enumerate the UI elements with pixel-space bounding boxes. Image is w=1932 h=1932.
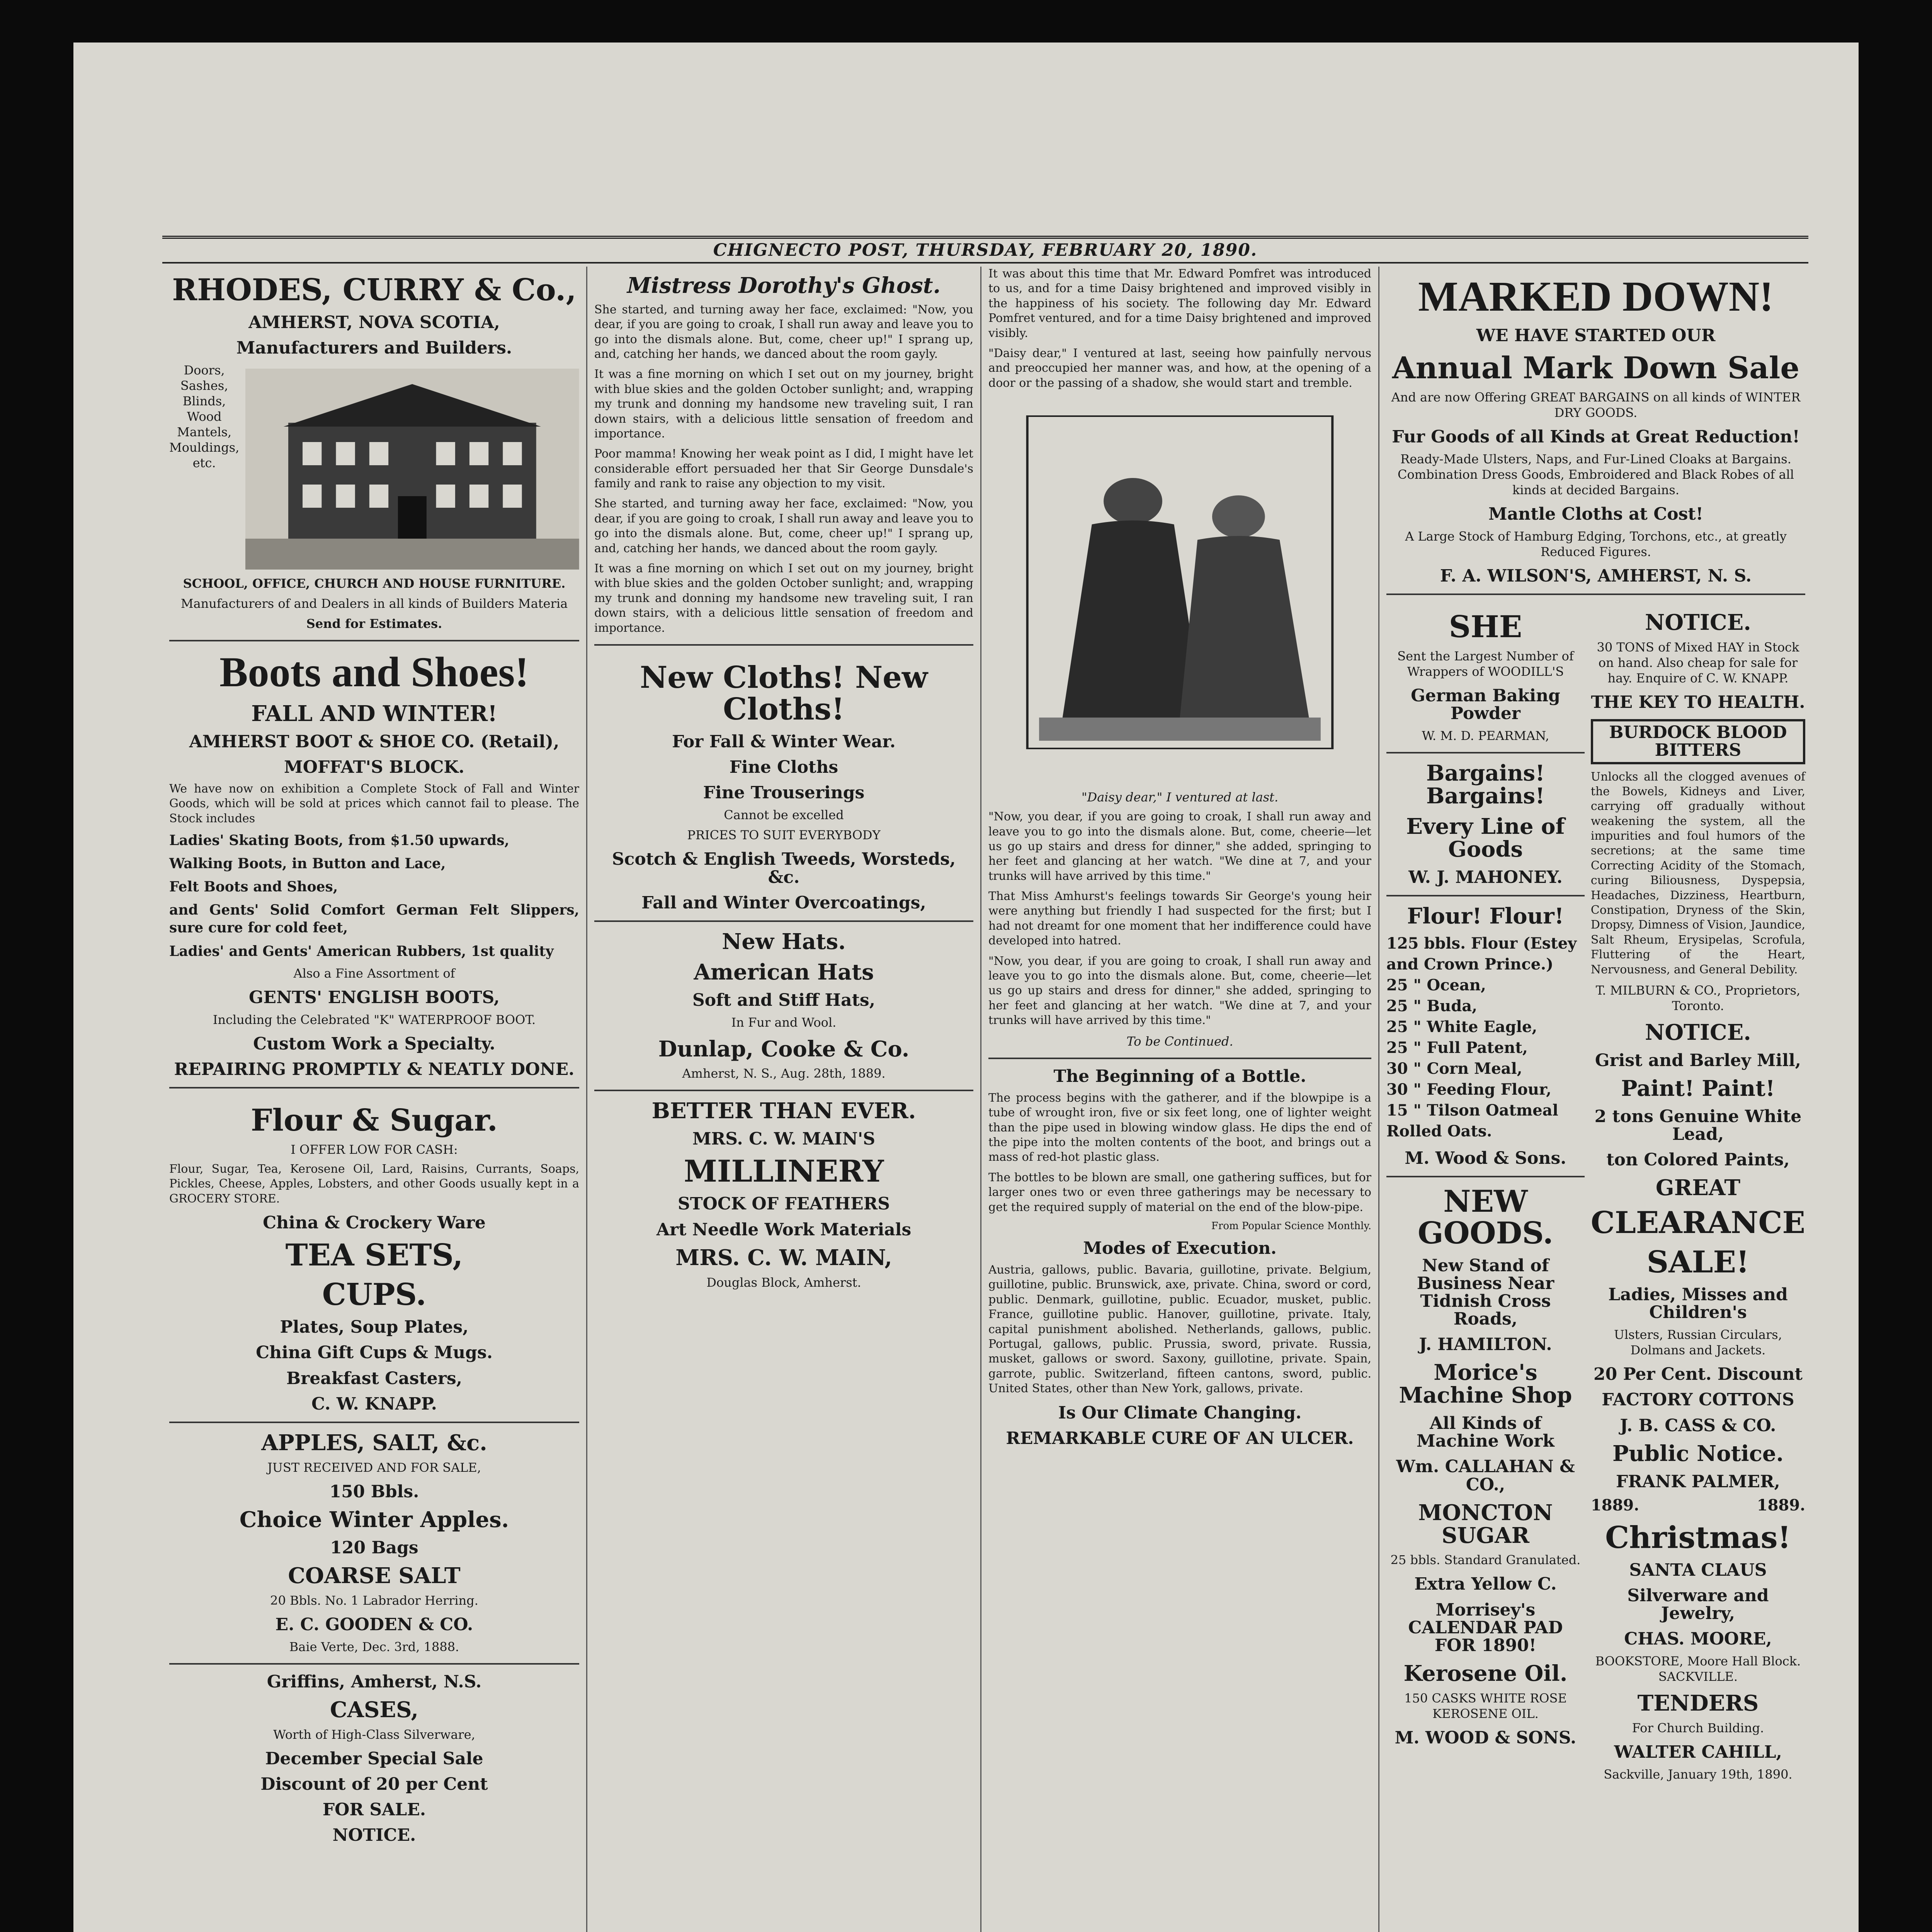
marked-down: MARKED DOWN! <box>1418 273 1774 320</box>
rhodes-furniture: SCHOOL, OFFICE, CHURCH AND HOUSE FURNITURE. <box>183 576 566 591</box>
griffins: Griffins, Amherst, N.S. <box>267 1672 482 1692</box>
boots-company: AMHERST BOOT & SHOE CO. (Retail), <box>189 731 560 752</box>
notice-2: NOTICE. <box>1645 1019 1751 1045</box>
ulsters: Ready-Made Ulsters, Naps, and Fur-Lined Cloaks at Bargains. Combination Dress Goods, Embroidered and Black Robes of all kinds at decided Bargains. <box>1397 451 1794 497</box>
rhodes-location: AMHERST, NOVA SCOTIA, <box>248 312 500 332</box>
flour-item: 125 bbls. Flour (Estey and Crown Prince.) <box>1386 934 1577 973</box>
public-notice: Public Notice. <box>1612 1440 1784 1466</box>
story-c2-p1b: She started, and turning away her face, exclaimed: "Now, you dear, if you are going to croak, I shall run away and leave you to go into the dismals alone. But, come, cheer up!" I sprang up, and, catching her hands, we danced about the room gayly. <box>594 497 973 555</box>
execution-title: Modes of Execution. <box>1083 1238 1277 1258</box>
story-c2-p2: It was a fine morning on which I set out on my journey, bright with blue skies and the golden October sunlight; and, wrapping my trunk and donning my handsome new traveling suit, I ran down stairs, with a delicious little sensation of freedom and importance. <box>594 367 973 440</box>
newspaper-page <box>73 43 1859 1932</box>
morice: Morice's Machine Shop <box>1399 1360 1572 1408</box>
flour-items: Flour, Sugar, Tea, Kerosene Oil, Lard, Raisins, Currants, Soaps, Pickles, Cheese, Apples, Lobsters, and other Goods usually kept in a GROCERY STORE. <box>169 1162 579 1206</box>
flour-item: 30 " Feeding Flour, <box>1386 1080 1552 1099</box>
moncton: MONCTON SUGAR <box>1418 1500 1553 1548</box>
china-title: China & Crockery Ware <box>263 1213 486 1233</box>
morrisey: Morrisey's CALENDAR PAD FOR 1890! <box>1408 1600 1563 1655</box>
notice-c4: NOTICE. <box>1645 610 1751 636</box>
hamilton: J. HAMILTON. <box>1419 1335 1552 1355</box>
twenty-percent: 20 Per Cent. Discount <box>1593 1364 1803 1384</box>
cloths-title: New Cloths! New Cloths! <box>639 660 928 727</box>
boots-line-2: Walking Boots, in Button and Lace, <box>169 855 446 872</box>
story-title: Mistress Dorothy's Ghost. <box>627 273 941 298</box>
plates: Plates, Soup Plates, <box>280 1317 469 1337</box>
cahill: WALTER CAHILL, <box>1614 1742 1782 1762</box>
apples-choice: Choice Winter Apples. <box>239 1507 509 1532</box>
climate-title: Is Our Climate Changing. <box>1058 1403 1302 1423</box>
bottle-source: From Popular Science Monthly. <box>1211 1220 1371 1232</box>
dunlap: Dunlap, Cooke & Co. <box>658 1036 910 1062</box>
cass: J. B. CASS & CO. <box>1620 1415 1776 1435</box>
kerosene: Kerosene Oil. <box>1403 1661 1568 1687</box>
annual-sale: Annual Mark Down Sale <box>1392 350 1799 386</box>
needle-work: Art Needle Work Materials <box>656 1219 912 1240</box>
boots-gents: GENTS' ENGLISH BOOTS, <box>248 987 500 1007</box>
wood-sons-2: M. WOOD & SONS. <box>1395 1728 1577 1748</box>
millinery: MILLINERY <box>684 1154 884 1189</box>
better-than-ever: BETTER THAN EVER. <box>651 1098 916 1124</box>
pearman: W. M. D. PEARMAN, <box>1422 728 1549 743</box>
boots-repair: REPAIRING PROMPTLY & NEATLY DONE. <box>174 1059 575 1079</box>
column-4 <box>1379 267 1812 1932</box>
column-2 <box>587 267 981 1932</box>
tenders: TENDERS <box>1637 1690 1759 1716</box>
american-hats: American Hats <box>694 959 874 985</box>
masthead: CHIGNECTO POST, THURSDAY, FEBRUARY 20, 1890. <box>162 236 1808 264</box>
boots-intro: We have now on exhibition a Complete Stock of Fall and Winter Goods, which will be sold at prices which cannot fail to please. The Stock includes <box>169 782 579 825</box>
moncton-sub: 25 bbls. Standard Granulated. <box>1390 1553 1581 1568</box>
year-left: 1889. <box>1590 1496 1639 1514</box>
fine-trousering: Fine Trouserings <box>703 783 865 803</box>
fur-goods: Fur Goods of all Kinds at Great Reduction! <box>1392 427 1800 447</box>
callahan: Wm. CALLAHAN & CO., <box>1396 1457 1575 1495</box>
cahill-date: Sackville, January 19th, 1890. <box>1604 1767 1793 1782</box>
bottle-p2: The bottles to be blown are small, one gathering suffices, but for larger ones two or even three gatherings may be necessary to get the required supply of material on the end of the blow-pipe. <box>988 1170 1371 1214</box>
boots-line-1: Ladies' Skating Boots, from $1.50 upwards, <box>169 832 510 849</box>
column-1 <box>162 267 587 1932</box>
prices: PRICES TO SUIT EVERYBODY <box>687 828 881 843</box>
boots-block: MOFFAT'S BLOCK. <box>284 757 464 777</box>
rhodes-title: RHODES, CURRY & Co., <box>172 272 577 308</box>
flour-item: 25 " White Eagle, <box>1386 1017 1537 1036</box>
story-c3-p2: "Daisy dear," I ventured at last, seeing how painfully nervous and preoccupied her manner was, and how, at the opening of a door or the passing of a shadow, she would start and tremble. <box>988 346 1371 390</box>
boots-line-4: and Gents' Solid Comfort German Felt Slippers, sure cure for cold feet, <box>169 902 579 936</box>
new-stand: New Stand of Business Near Tidnish Cross Roads, <box>1417 1255 1554 1329</box>
ulsters-circulars: Ulsters, Russian Circulars, Dolmans and Jackets. <box>1614 1327 1782 1358</box>
german-baking: German Baking Powder <box>1411 686 1560 724</box>
for-sale: FOR SALE. <box>322 1800 426 1820</box>
santa: SANTA CLAUS <box>1629 1560 1767 1580</box>
factory-cottons: FACTORY COTTONS <box>1602 1390 1794 1410</box>
story-c2-p2b: It was a fine morning on which I set out on my journey, bright with blue skies and the golden October sunlight; and, wrapping my trunk and donning my handsome new traveling suit, I ran down stairs, with a delicious little sensation of freedom and importance. <box>594 562 973 635</box>
wood-sons: M. Wood & Sons. <box>1405 1148 1566 1168</box>
cloths-sub: For Fall & Winter Wear. <box>672 731 896 752</box>
wilson: F. A. WILSON'S, AMHERST, N. S. <box>1440 566 1752 586</box>
story-c2-p1: She started, and turning away her face, exclaimed: "Now, you dear, if you are going to croak, I shall run away and leave you to go into the dismals alone. But, come, cheer up!" I sprang up, and, catching her hands, we danced about the room gayly. <box>594 303 973 361</box>
apples-bbls: 150 Bbls. <box>329 1481 419 1502</box>
hamburg: A Large Stock of Hamburg Edging, Torchons, etc., at greatly Reduced Figures. <box>1405 529 1787 559</box>
column-3 <box>981 267 1379 1932</box>
white-lead: 2 tons Genuine White Lead, <box>1594 1106 1802 1144</box>
flour-item: 30 " Corn Meal, <box>1386 1059 1522 1078</box>
flour-c4: Flour! Flour! <box>1407 903 1564 929</box>
to-be-continued: To be Continued. <box>1126 1034 1233 1049</box>
fine-cloths: Fine Cloths <box>729 757 838 777</box>
frank-palmer: FRANK PALMER, <box>1616 1471 1780 1492</box>
clearance: CLEARANCE <box>1590 1205 1805 1241</box>
grist: Grist and Barley Mill, <box>1595 1050 1801 1070</box>
gooden-date: Baie Verte, Dec. 3rd, 1888. <box>289 1639 459 1654</box>
main-sign: MRS. C. W. MAIN, <box>675 1245 892 1270</box>
flour-item: 15 " Tilson Oatmeal Rolled Oats. <box>1386 1101 1558 1140</box>
factory-engraving <box>245 369 579 570</box>
tea-sets: TEA SETS, <box>285 1238 463 1273</box>
boots-line-5: Ladies' and Gents' American Rubbers, 1st quality <box>169 943 554 959</box>
boots-also: Also a Fine Assortment of <box>293 966 455 981</box>
christmas: Christmas! <box>1605 1520 1791 1555</box>
rhodes-manufacturers: Manufacturers of and Dealers in all kinds of Builders Materia <box>180 596 568 611</box>
apples-received: JUST RECEIVED AND FOR SALE, <box>267 1460 481 1475</box>
apples-title: APPLES, SALT, &c. <box>261 1430 487 1456</box>
ladies-misses: Ladies, Misses and Children's <box>1608 1284 1788 1323</box>
flour-list <box>1386 933 1585 1142</box>
bottle-p1: The process begins with the gatherer, and if the blowpipe is a tube of wrought iron, five or six feet long, one of lighter weight than the pipe used in blowing window glass. He dips the end of the pipe into the molten contents of the boot, and brings out a mass of red-hot plastic glass. <box>988 1091 1371 1164</box>
year-right: 1889. <box>1757 1496 1805 1514</box>
offering: And are now Offering GREAT BARGAINS on all kinds of WINTER DRY GOODS. <box>1391 389 1801 420</box>
notice-text: 30 TONS of Mixed HAY in Stock on hand. Also cheap for sale for hay. Enquire of C. W. KNAPP. <box>1597 639 1799 685</box>
cases: CASES, <box>330 1697 419 1723</box>
gooden-sign: E. C. GOODEN & CO. <box>275 1614 473 1634</box>
flour-title: Flour & Sugar. <box>251 1103 498 1138</box>
great: GREAT <box>1655 1175 1741 1201</box>
flour-item: 25 " Ocean, <box>1386 976 1486 994</box>
soft-stiff: Soft and Stiff Hats, <box>692 990 876 1010</box>
moore: CHAS. MOORE, <box>1624 1629 1772 1649</box>
flour-item: 25 " Buda, <box>1386 997 1478 1015</box>
salt-bags: 120 Bags <box>330 1537 418 1558</box>
discount: Discount of 20 per Cent <box>260 1774 488 1794</box>
milburn: T. MILBURN & CO., Proprietors, Toronto. <box>1595 983 1801 1013</box>
story-c3-p3: "Now, you dear, if you are going to croak, I shall run away and leave you to go into the dismals alone. But, come, cheerie—let us go up stairs and dress for dinner," she added, springing to her feet and glancing at her watch. "We dine at 7, and your trunks will have arrived by this time." <box>988 810 1371 883</box>
cups: CUPS. <box>322 1277 427 1313</box>
bargains: Bargains! Bargains! <box>1426 760 1545 809</box>
boots-title: Boots and Shoes! <box>219 648 529 696</box>
fur-wool: In Fur and Wool. <box>731 1015 837 1030</box>
story-illustration <box>1004 401 1356 779</box>
boots-custom: Custom Work a Specialty. <box>253 1034 495 1054</box>
cannot-excel: Cannot be excelled <box>724 808 844 823</box>
story-c3-p1: It was about this time that Mr. Edward Pomfret was introduced to us, and for a time Daisy brightened and improved visibly in the happiness of his society. The following day Mr. Edward Pomfret ventured, and for a time Daisy brightened and improved visibly. <box>988 267 1371 340</box>
feathers: STOCK OF FEATHERS <box>677 1194 890 1214</box>
all-kinds: All Kinds of Machine Work <box>1417 1413 1554 1451</box>
salt: COARSE SALT <box>288 1563 461 1588</box>
story-c2-p3: Poor mamma! Knowing her weak point as I did, I might have let considerable effort persuaded her that Sir George Dunsdale's family and rank to raise any objection to my visit. <box>594 447 973 491</box>
boots-waterproof: Including the Celebrated "K" WATERPROOF BOOT. <box>213 1012 536 1027</box>
flour-offer: I OFFER LOW FOR CASH: <box>291 1142 458 1157</box>
casters: Breakfast Casters, <box>286 1368 463 1388</box>
main-block: Douglas Block, Amherst. <box>706 1275 861 1290</box>
rhodes-subtitle: Manufacturers and Builders. <box>236 338 512 358</box>
story-c3-p3b: "Now, you dear, if you are going to croak, I shall run away and leave you to go into the dismals alone. But, come, cheerie—let us go up stairs and dress for dinner," she added, springing to her feet and glancing at her watch. "We dine at 7, and your trunks will have arrived by this time." <box>988 954 1371 1027</box>
scotch: Scotch & English Tweeds, Worsteds, &c. <box>612 849 956 887</box>
burdock-text: Unlocks all the clogged avenues of the Bowels, Kidneys and Liver, carrying off gradually without weakening the system, all the impurities and foul humors of the secretions; at the same time Correcting Acidity of the Stomach, curing Biliousness, Dyspepsia, Headaches, Dizziness, Heartburn, Constipation, Dryness of the Skin, Dropsy, Dimness of Vision, Jaundice, Salt Rheum, Erysipelas, Scrofula, Fluttering of the Heart, Nervousness, and General Debility. <box>1590 770 1805 976</box>
rhodes-estimates: Send for Estimates. <box>306 616 442 631</box>
mantle: Mantle Cloths at Cost! <box>1488 504 1703 524</box>
tenders-sub: For Church Building. <box>1632 1721 1764 1736</box>
hats-title: New Hats. <box>722 929 846 954</box>
year-row <box>1591 1496 1805 1514</box>
overcoatings: Fall and Winter Overcoatings, <box>641 893 926 913</box>
burdock: BURDOCK BLOOD BITTERS <box>1591 719 1805 764</box>
mahoney: W. J. MAHONEY. <box>1408 867 1563 887</box>
sale: SALE! <box>1646 1245 1750 1280</box>
main-title: MRS. C. W. MAIN'S <box>692 1129 876 1149</box>
moore-shop: BOOKSTORE, Moore Hall Block. SACKVILLE. <box>1595 1654 1801 1684</box>
boots-season: FALL AND WINTER! <box>251 701 497 726</box>
china-gift: China Gift Cups & Mugs. <box>256 1343 493 1363</box>
story-c3-p4: That Miss Amhurst's feelings towards Sir George's young heir were anything but friendly I had suspected for the first; but I had not dreamt for one moment that her indifference could have developed into hatred. <box>988 889 1371 948</box>
dunlap-date: Amherst, N. S., Aug. 28th, 1889. <box>682 1066 886 1081</box>
silverware-c4: Silverware and Jewelry, <box>1627 1585 1769 1624</box>
casks: 150 CASKS WHITE ROSE KEROSENE OIL. <box>1404 1690 1567 1721</box>
remarkable-title: REMARKABLE CURE OF AN ULCER. <box>1006 1428 1354 1448</box>
notice-c1: NOTICE. <box>332 1825 416 1845</box>
knapp-sign: C. W. KNAPP. <box>311 1394 437 1414</box>
special-sale: December Special Sale <box>265 1748 483 1769</box>
she: SHE <box>1449 609 1522 645</box>
extra-yellow: Extra Yellow C. <box>1414 1574 1557 1594</box>
colored-paints: ton Colored Paints, <box>1606 1150 1790 1170</box>
rhodes-items: Doors, Sashes, Blinds, Wood Mantels, Mouldings, etc. <box>169 363 240 471</box>
boots-line-3: Felt Boots and Shoes, <box>169 879 338 895</box>
flour-item: 25 " Full Patent, <box>1386 1038 1528 1057</box>
every-line: Every Line of Goods <box>1406 814 1565 862</box>
health-key: THE KEY TO HEALTH. <box>1591 692 1805 712</box>
execution-list: Austria, gallows, public. Bavaria, guillotine, private. Belgium, guillotine, public. Brunswick, axe, private. China, sword or cord, public. Denmark, guillotine, public. Ecuador, musket, public. France, guillotine public. Hanover, guillotine, private. Italy, capital punishment abolished. Netherlands, gallows, public. Portugal, gallows, public. Prussia, sword, private. Russia, musket, gallows or sword. Saxony, guillotine, private. Spain, garrote, public. Switzerland, fifteen cantons, sword, public. United States, other than New York, gallows, private. <box>988 1263 1371 1396</box>
paint: Paint! Paint! <box>1621 1075 1775 1101</box>
new-goods: NEW GOODS. <box>1418 1184 1553 1251</box>
she-sub: Sent the Largest Number of Wrappers of WOODILL'S <box>1397 649 1574 679</box>
illustration-caption: "Daisy dear," I ventured at last. <box>1081 790 1279 805</box>
silverware: Worth of High-Class Silverware, <box>273 1727 475 1742</box>
herring: 20 Bbls. No. 1 Labrador Herring. <box>270 1593 478 1608</box>
bottle-title: The Beginning of a Bottle. <box>1053 1066 1306 1086</box>
started: WE HAVE STARTED OUR <box>1476 325 1716 345</box>
